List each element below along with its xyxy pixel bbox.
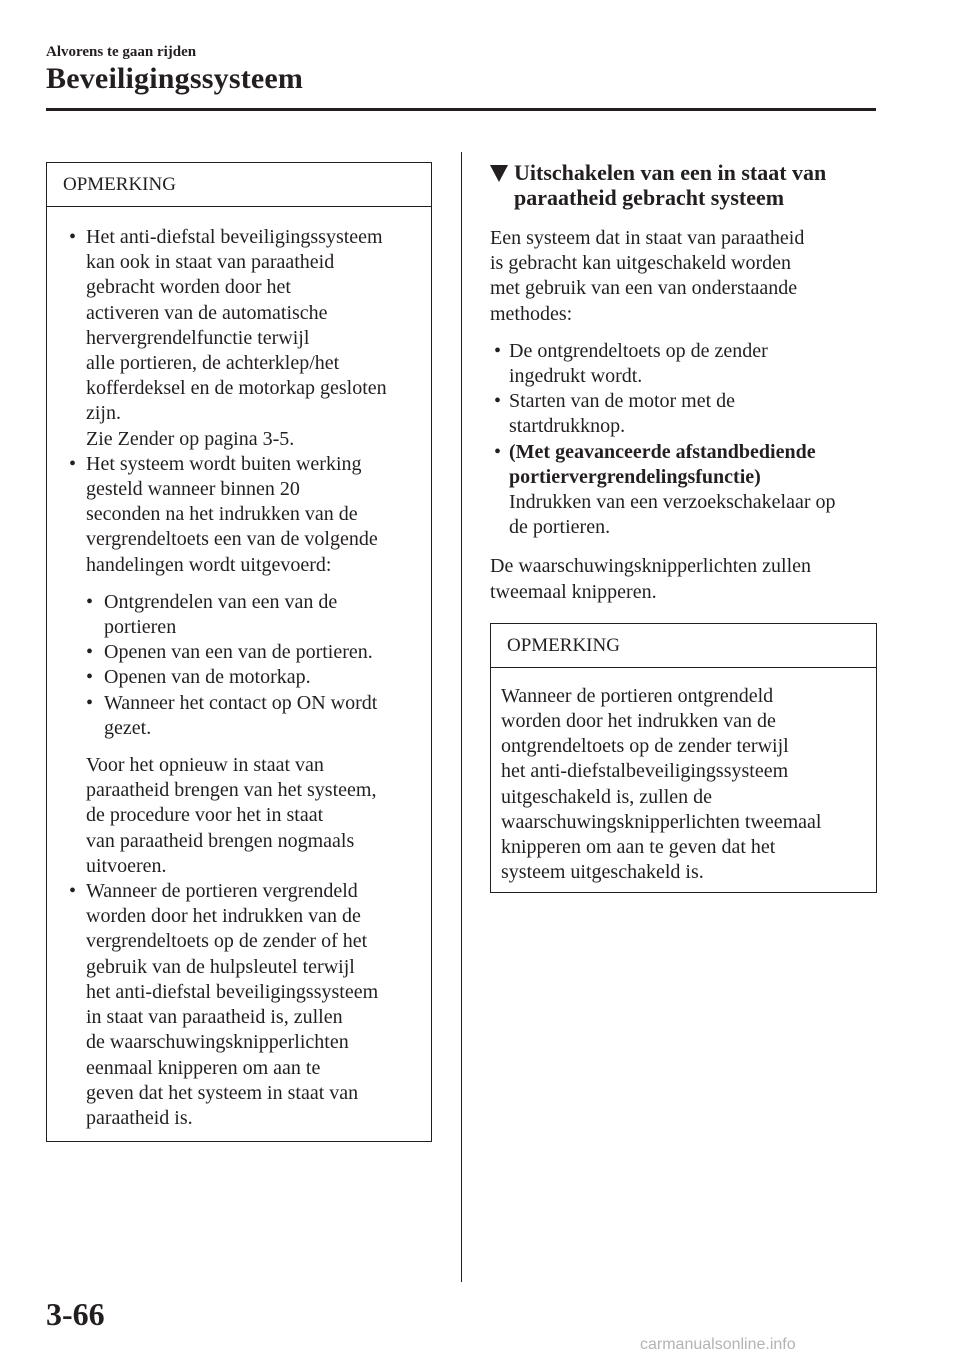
sub-bullet-glyph: • [86,666,94,689]
intro-paragraph [490,226,880,327]
method-item-1 [490,339,880,389]
bullet-glyph: • [69,452,77,475]
note-body [47,207,431,1131]
text-line: de procedure voor het in staat [86,804,324,827]
section-triangle-icon [490,165,508,182]
text-line: seconden na het indrukken van de [86,503,358,526]
text-line: Openen van de motorkap. [104,666,311,689]
method-item-3 [490,440,880,541]
text-line: Wanneer het contact op ON wordt [104,691,378,714]
text-line: gebracht worden door het [86,276,291,299]
section-title-line: Uitschakelen van een in staat van [514,160,827,185]
text-line: Wanneer de portieren ontgrendeld [501,684,774,707]
text-line-bold: portiervergrendelingsfunctie) [509,465,761,488]
text-line: ontgrendeltoets op de zender terwijl [501,735,789,758]
text-line: De ontgrendeltoets op de zender [509,339,768,362]
outro-paragraph [490,554,880,604]
text-line: kan ook in staat van paraatheid [86,251,335,274]
text-line: ingedrukt wordt. [509,365,643,388]
page-number: 3-66 [46,1296,105,1332]
sub-bullet-list [86,590,421,741]
title-rule [46,108,876,111]
text-line: van paraatheid brengen nogmaals [86,829,355,852]
sub-bullet-glyph: • [86,590,94,613]
text-line: de portieren. [509,516,611,539]
text-line: vergrendeltoets op de zender of het [86,930,368,953]
text-line: uitgeschakeld is, zullen de [501,785,713,808]
sub-bullet-glyph: • [86,641,94,664]
note-continuation [86,753,421,879]
text-line: is gebracht kan uitgeschakeld worden [490,252,792,275]
bullet-glyph: • [494,390,502,413]
text-line: Ontgrendelen van een van de [104,590,338,613]
text-line: Een systeem dat in staat van paraatheid [490,227,805,249]
text-line: Het systeem wordt buiten werking [86,452,362,475]
text-line: Starten van de motor met de [509,390,736,413]
chapter-heading: Alvorens te gaan rijden [46,44,197,60]
sub-bullet-1 [86,590,421,640]
right-column [490,160,880,893]
section-title [490,160,880,210]
sub-bullet-glyph: • [86,691,94,714]
text-line: methodes: [490,302,573,325]
text-line: met gebruik van een van onderstaande [490,277,798,300]
note-bullet-1 [69,225,421,452]
bullet-glyph: • [494,440,502,463]
text-line: Het anti-diefstal beveiligingssysteem [86,226,383,248]
note-box-right [490,623,877,893]
sub-bullet-4 [86,691,421,741]
section-title-line: paraatheid gebracht systeem [514,185,785,210]
text-line: in staat van paraatheid is, zullen [86,1006,343,1029]
page-reference: Zie Zender op pagina 3-5. [86,427,295,450]
page-title: Beveiligingssysteem [46,62,304,95]
text-line: paraatheid is. [86,1106,193,1129]
text-line: geven dat het systeem in staat van [86,1081,359,1104]
text-line: het anti-diefstal beveiligingssysteem [86,980,379,1003]
text-line: paraatheid brengen van het systeem, [86,779,377,802]
text-line: startdrukknop. [509,415,626,438]
text-line: activeren van de automatische [86,301,328,324]
text-line: handelingen wordt uitgevoerd: [86,553,332,576]
method-item-2 [490,389,880,439]
text-line: gesteld wanneer binnen 20 [86,478,300,501]
bullet-glyph: • [69,226,77,248]
text-line: hervergrendelfunctie terwijl [86,326,310,349]
text-line: de waarschuwingsknipperlichten [86,1031,349,1054]
text-line: vergrendeltoets een van de volgende [86,528,378,551]
note-bullet-list [69,225,421,1131]
column-divider [461,152,462,1282]
text-line: systeem uitgeschakeld is. [501,861,704,884]
text-line: gezet. [104,716,152,739]
note-box-left [46,162,432,1142]
text-line: Wanneer de portieren vergrendeld [86,880,358,903]
text-line: De waarschuwingsknipperlichten zullen [490,555,812,578]
sub-bullet-3 [86,665,421,690]
text-line: tweemaal knipperen. [490,580,657,603]
text-line: Openen van een van de portieren. [104,641,373,664]
text-line-bold: (Met geavanceerde afstandbediende [509,440,816,463]
text-line: knipperen om aan te geven dat het [501,836,776,859]
text-line: portieren [104,616,177,639]
watermark: carmanualsonline.info [640,1336,796,1353]
text-line: waarschuwingsknipperlichten tweemaal [501,810,822,833]
text-line: Indrukken van een verzoekschakelaar op [509,491,836,514]
text-line: worden door het indrukken van de [501,710,776,733]
text-line: Voor het opnieuw in staat van [86,754,324,777]
sub-bullet-2 [86,640,421,665]
text-line: alle portieren, de achterklep/het [86,352,340,375]
note-bullet-3 [69,879,421,1131]
text-line: eenmaal knipperen om aan te [86,1056,321,1079]
text-line: worden door het indrukken van de [86,905,361,928]
note-body [491,668,876,886]
text-line: kofferdeksel en de motorkap gesloten [86,377,387,400]
note-heading: OPMERKING [491,624,876,668]
text-line: zijn. [86,402,121,425]
bullet-glyph: • [494,339,502,362]
text-line: het anti-diefstalbeveiligingssysteem [501,760,789,783]
note-bullet-2 [69,452,421,879]
bullet-glyph: • [69,880,77,903]
note-heading: OPMERKING [47,163,431,207]
text-line: uitvoeren. [86,854,167,877]
text-line: gebruik van de hulpsleutel terwijl [86,955,355,978]
method-list [490,339,880,541]
